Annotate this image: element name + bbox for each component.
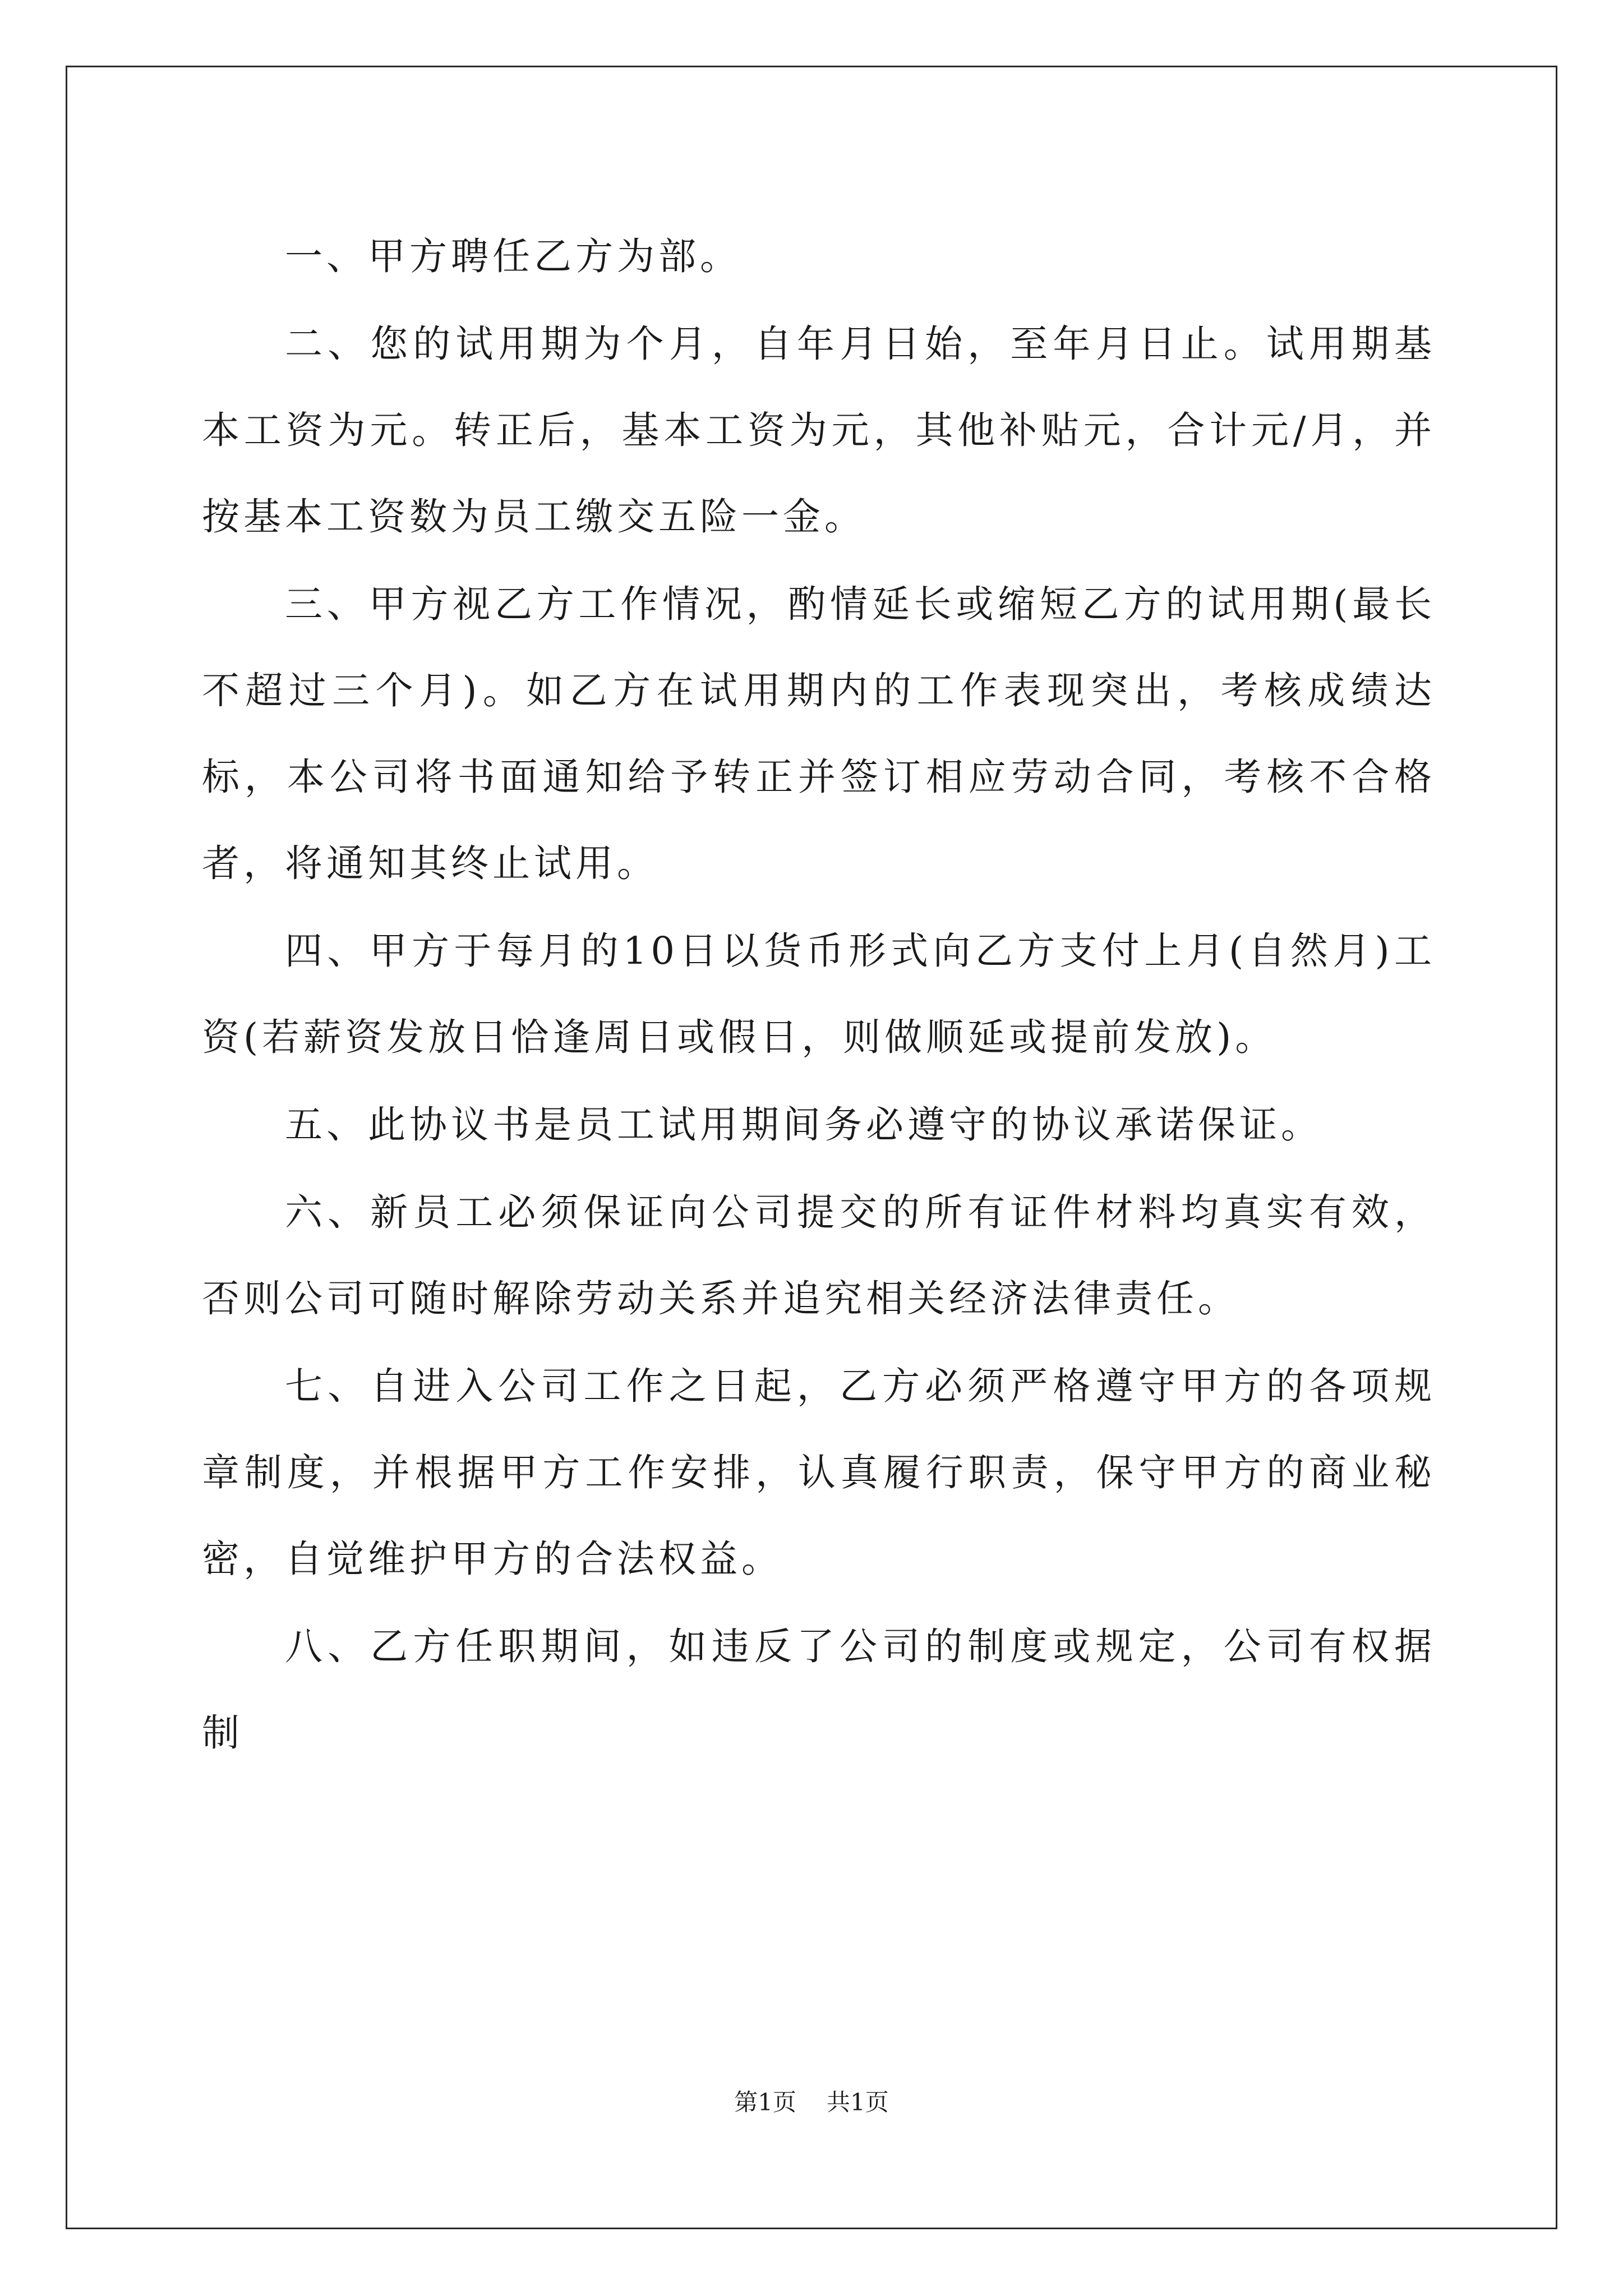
paragraph-8: 八、乙方任职期间，如违反了公司的制度或规定，公司有权据制 xyxy=(202,1625,1436,1755)
paragraph-3: 三、甲方视乙方工作情况，酌情延长或缩短乙方的试用期(最长不超过三个月)。如乙方在试用期内的工作表现突出，考核成绩达标，本公司将书面通知给予转正并签订相应劳动合同，考核不合格者，将通知其终止试用。 xyxy=(202,582,1436,885)
page-footer xyxy=(0,2086,1623,2119)
paragraph-1: 一、甲方聘任乙方为部。 xyxy=(285,234,741,278)
paragraph-6: 六、新员工必须保证向公司提交的所有证件材料均真实有效，否则公司可随时解除劳动关系并追究相关经济法律责任。 xyxy=(202,1190,1436,1320)
document-body xyxy=(202,213,1436,1776)
page-total: 共1页 xyxy=(827,2088,889,2116)
paragraph-7: 七、自进入公司工作之日起，乙方必须严格遵守甲方的各项规章制度，并根据甲方工作安排，认真履行职责，保守甲方的商业秘密，自觉维护甲方的合法权益。 xyxy=(202,1364,1436,1581)
paragraph-2: 二、您的试用期为个月，自年月日始，至年月日止。试用期基本工资为元。转正后，基本工资为元，其他补贴元，合计元/月，并按基本工资数为员工缴交五险一金。 xyxy=(202,322,1436,539)
page-number: 第1页 xyxy=(734,2088,796,2116)
paragraph-4: 四、甲方于每月的10日以货币形式向乙方支付上月(自然月)工资(若薪资发放日恰逢周日或假日，则做顺延或提前发放)。 xyxy=(202,929,1436,1059)
paragraph-5: 五、此协议书是员工试用期间务必遵守的协议承诺保证。 xyxy=(285,1103,1322,1147)
